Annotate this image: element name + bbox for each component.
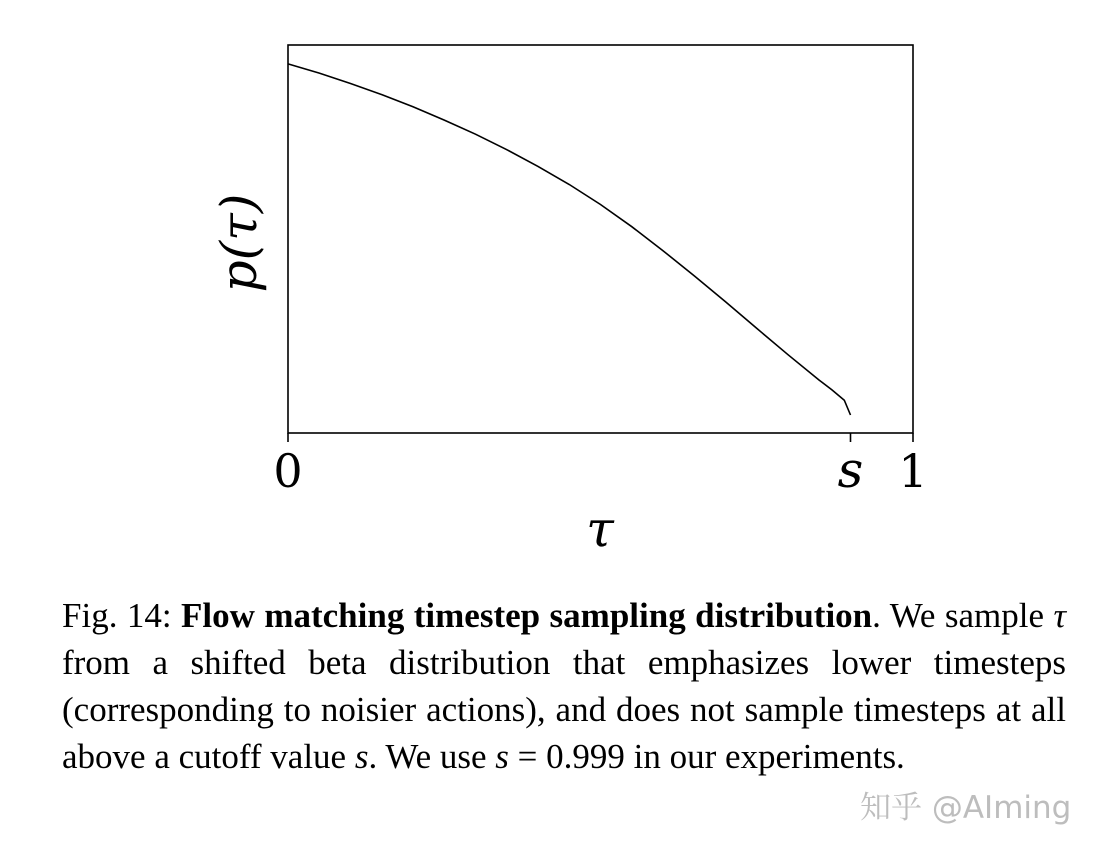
caption-title: Flow matching timestep sampling distribution bbox=[181, 596, 873, 635]
x-tick-label: 1 bbox=[898, 444, 928, 498]
caption-prefix: Fig. 14: bbox=[62, 596, 182, 635]
y-axis-label: p(τ) bbox=[210, 193, 268, 293]
x-tick-label: s bbox=[837, 441, 864, 499]
caption-text: . We sample bbox=[872, 596, 1054, 635]
x-axis-label: τ bbox=[586, 500, 614, 558]
series-line bbox=[288, 64, 851, 415]
caption-s-symbol: s bbox=[354, 737, 369, 776]
figure-caption bbox=[62, 592, 1066, 780]
x-ticks bbox=[273, 433, 927, 499]
caption-text: from a shifted beta distribution that emphasizes lower timesteps (corresponding to noisier actions), and does not sample timesteps at all above a cutoff value bbox=[62, 643, 1066, 776]
caption-text: . We use bbox=[368, 737, 496, 776]
x-tick-label: 0 bbox=[273, 444, 303, 498]
caption-tau-symbol: τ bbox=[1053, 596, 1066, 635]
watermark: 知乎 @AIming bbox=[860, 790, 1072, 826]
caption-s-symbol: s bbox=[495, 737, 509, 776]
caption-text: = 0.999 in our experiments. bbox=[508, 737, 905, 776]
plot-frame bbox=[288, 45, 913, 433]
